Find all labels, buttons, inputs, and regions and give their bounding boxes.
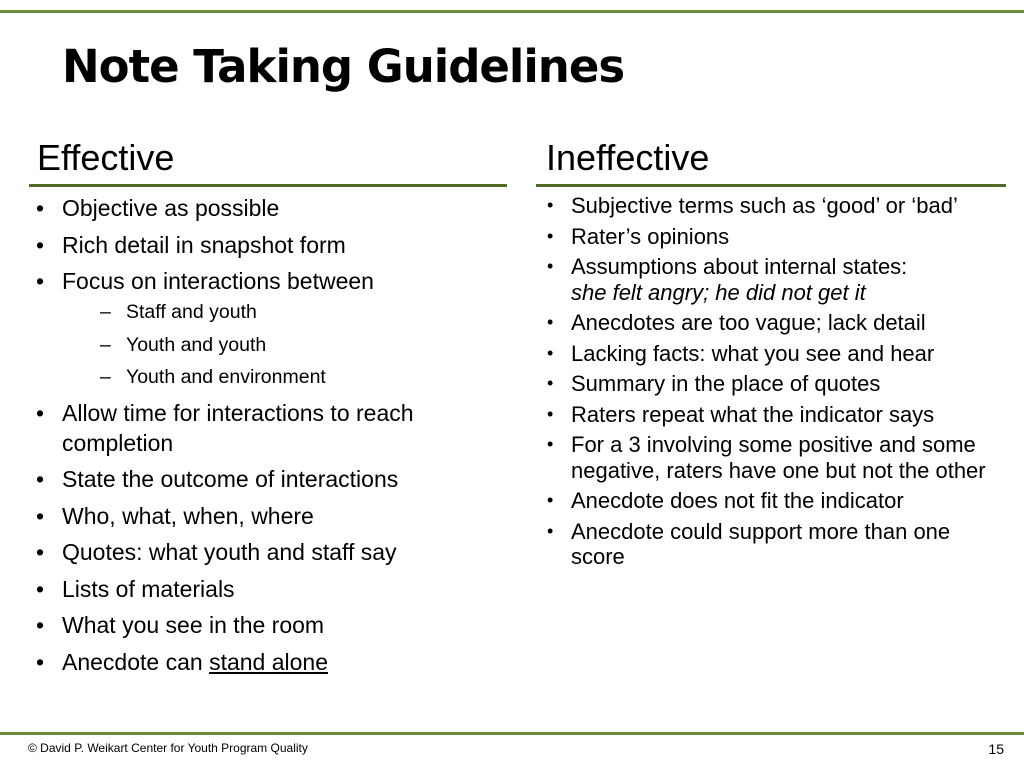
list-item (36, 398, 506, 458)
list-item-text: Who, what, when, where (62, 502, 314, 529)
bullet-icon: • (547, 312, 554, 332)
sub-list-item (62, 331, 506, 359)
page-number: 15 (988, 741, 1004, 757)
bullet-icon: • (36, 575, 45, 602)
list-item (547, 488, 1007, 514)
list-item-text: Rich detail in snapshot form (62, 231, 346, 258)
bottom-divider (0, 732, 1024, 735)
list-item (547, 519, 1007, 570)
bullet-icon: • (547, 256, 554, 276)
bullet-icon: • (36, 502, 45, 529)
list-item-text: Anecdotes are too vague; lack detail (571, 310, 926, 335)
bullet-icon: • (36, 231, 45, 258)
sub-list-item-text: Youth and environment (126, 366, 326, 388)
list-item-text: Anecdote does not fit the indicator (571, 488, 904, 513)
assumption-example: she felt angry; he did not get it (571, 279, 866, 305)
sub-list-item-text: Staff and youth (126, 301, 257, 323)
sub-list-item-text: Youth and youth (126, 333, 267, 356)
list-item-text: Allow time for interactions to reach completion (62, 399, 414, 456)
list-item-text: Lists of materials (62, 575, 235, 602)
list-item-text: Summary in the place of quotes (571, 371, 881, 396)
bullet-icon: • (547, 520, 554, 541)
list-item (36, 464, 506, 494)
bullet-icon: • (547, 434, 554, 454)
effective-heading: Effective (37, 137, 175, 178)
list-item-text-prefix: Anecdote can (62, 648, 210, 675)
sub-list (62, 298, 506, 391)
bullet-icon: • (547, 342, 554, 363)
ineffective-list (547, 193, 1007, 575)
ineffective-heading: Ineffective (546, 137, 710, 178)
list-item (547, 193, 1007, 219)
bullet-icon: • (547, 373, 554, 393)
bullet-icon: • (36, 268, 45, 294)
list-item (36, 647, 506, 677)
effective-list (36, 193, 506, 683)
effective-heading-rule (29, 184, 507, 187)
list-item-text: Anecdote could support more than one score (571, 518, 951, 569)
list-item (36, 574, 506, 604)
list-item (547, 224, 1007, 250)
bullet-icon: • (547, 403, 554, 424)
list-item (36, 230, 506, 260)
list-item-text: Objective as possible (62, 195, 280, 221)
list-item (547, 310, 1007, 336)
bullet-icon: • (36, 539, 45, 565)
bullet-icon: • (547, 490, 554, 510)
sub-list-item (62, 363, 506, 391)
ineffective-heading-rule (536, 184, 1006, 187)
slide-title: Note Taking Guidelines (62, 40, 625, 93)
bullet-icon: • (547, 225, 554, 246)
list-item (547, 341, 1007, 367)
list-item-text: Raters repeat what the indicator says (571, 401, 935, 427)
list-item (36, 610, 506, 640)
top-divider (0, 10, 1024, 13)
bullet-icon: • (36, 466, 45, 492)
list-item-text: What you see in the room (62, 612, 325, 638)
bullet-icon: • (36, 612, 45, 638)
underlined-phrase: stand alone (209, 648, 328, 675)
list-item (547, 402, 1007, 428)
list-item-text: State the outcome of interactions (62, 466, 399, 492)
bullet-icon: • (36, 399, 45, 426)
bullet-icon: • (36, 195, 45, 221)
bullet-icon: • (36, 648, 45, 675)
sub-list-item (62, 298, 506, 326)
bullet-icon: • (547, 195, 554, 215)
list-item (547, 371, 1007, 397)
list-item-text: Assumptions about internal states: (571, 254, 908, 279)
list-item-text: Rater’s opinions (571, 223, 730, 249)
list-item-text: Lacking facts: what you see and hear (571, 340, 935, 366)
list-item (547, 432, 1007, 483)
list-item (36, 266, 506, 391)
dash-icon: – (100, 366, 111, 388)
list-item-text: Subjective terms such as ‘good’ or ‘bad’ (571, 193, 958, 218)
dash-icon: – (100, 301, 111, 323)
list-item-text: For a 3 involving some positive and some negative, raters have one but not the other (571, 432, 986, 483)
list-item (547, 254, 1007, 305)
list-item-text: Quotes: what youth and staff say (62, 539, 397, 565)
list-item (36, 193, 506, 223)
list-item-text: Focus on interactions between (62, 268, 374, 294)
list-item (36, 537, 506, 567)
dash-icon: – (100, 333, 111, 356)
copyright-footer: © David P. Weikart Center for Youth Program Quality (28, 741, 308, 755)
list-item (36, 501, 506, 531)
